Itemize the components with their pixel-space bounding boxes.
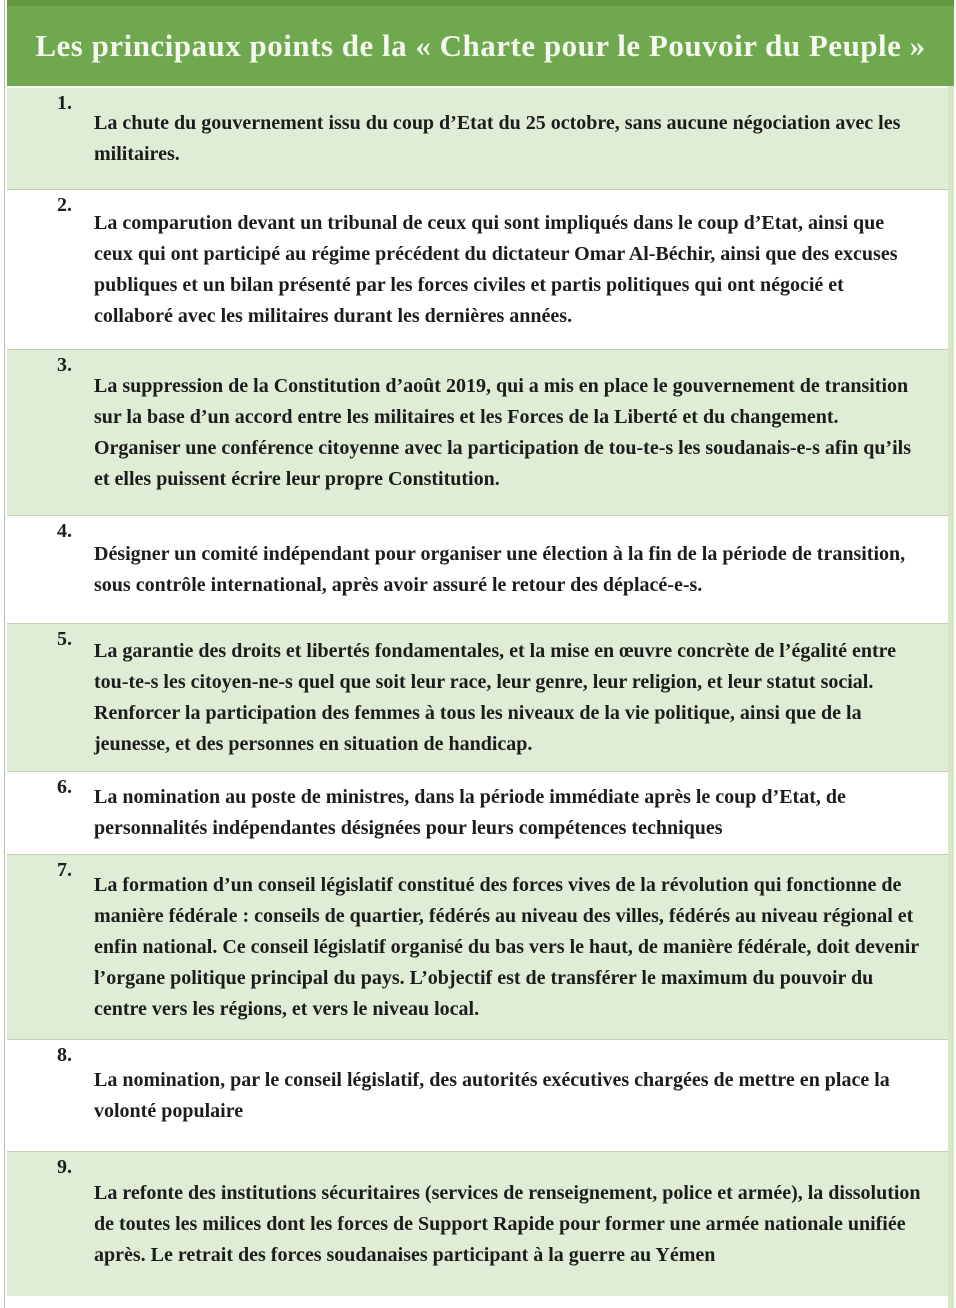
item-number: 7. [57, 859, 72, 881]
item-number: 2. [57, 194, 72, 216]
right-edge-strip [948, 86, 954, 1308]
item-number: 3. [57, 354, 72, 376]
item-text: La nomination, par le conseil législatif, des autorités exécutives chargées de mettre en place la volonté populaire [94, 1068, 890, 1122]
left-edge-rule [4, 0, 5, 1308]
item-text: La refonte des institutions sécuritaires (services de renseignement, police et armée), la dissolution de toutes les milices dont les forces de Support Rapide pour former une armée nationale unifiée après. Le retrait des forces soudanaises participant à la guerre au Yémen [94, 1181, 921, 1266]
list-item [7, 771, 948, 854]
list-item [7, 515, 948, 623]
item-number: 9. [57, 1156, 72, 1178]
list-item [7, 623, 948, 771]
item-text: La chute du gouvernement issu du coup d’Etat du 25 octobre, sans aucune négociation avec les militaires. [94, 111, 901, 165]
list-item [7, 1039, 948, 1151]
item-text: La nomination au poste de ministres, dans la période immédiate après le coup d’Etat, de personnalités indépendantes désignées pour leurs compétences techniques [94, 786, 846, 839]
list-item [7, 349, 948, 515]
item-text: La formation d’un conseil législatif constitué des forces vives de la révolution qui fonctionne de manière fédérale : conseils de quartier, fédérés au niveau des villes, fédérés au niveau régional et enfin national. Ce conseil législatif organisé du bas vers le haut, de manière fédérale, doit devenir l’organe politique principal du pays. L’objectif est de transférer le maximum du pouvoir du centre vers les régions, et vers le niveau local. [94, 873, 919, 1020]
document-title-banner [7, 0, 954, 86]
charter-points-list [7, 86, 948, 1296]
item-text: La suppression de la Constitution d’août 2019, qui a mis en place le gouvernement de transition sur la base d’un accord entre les militaires et les Forces de la Liberté et du changement. Organiser une conférence citoyenne avec la participation de tou-te-s les soudanais-e-s afin qu’ils et elles puissent écrire leur propre Constitution. [94, 374, 911, 490]
document-title: Les principaux points de la « Charte pour le Pouvoir du Peuple » [35, 28, 926, 63]
list-item [7, 1151, 948, 1296]
item-number: 4. [57, 520, 72, 542]
item-text: Désigner un comité indépendant pour organiser une élection à la fin de la période de transition, sous contrôle international, après avoir assuré le retour des déplacé-e-s. [94, 542, 906, 596]
item-number: 6. [57, 776, 72, 798]
list-item [7, 189, 948, 349]
list-item [7, 86, 948, 189]
item-number: 5. [57, 628, 72, 650]
document-content [7, 0, 948, 1296]
item-text: La comparution devant un tribunal de ceux qui sont impliqués dans le coup d’Etat, ainsi que ceux qui ont participé au régime précédent du dictateur Omar Al-Béchir, ainsi que des excuses publiques et un bilan présenté par les forces civiles et partis politiques qui ont négocié et collaboré avec les militaires durant les dernières années. [94, 211, 898, 327]
item-number: 8. [57, 1044, 72, 1066]
item-text: La garantie des droits et libertés fondamentales, et la mise en œuvre concrète de l’égalité entre tou-te-s les citoyen-ne-s quel que soit leur race, leur genre, leur religion, et leur statut social. Renforcer la participation des femmes à tous les niveaux de la vie politique, ainsi que de la jeunesse, et des personnes en situation de handicap. [94, 639, 897, 755]
list-item [7, 854, 948, 1039]
item-number: 1. [57, 92, 72, 114]
